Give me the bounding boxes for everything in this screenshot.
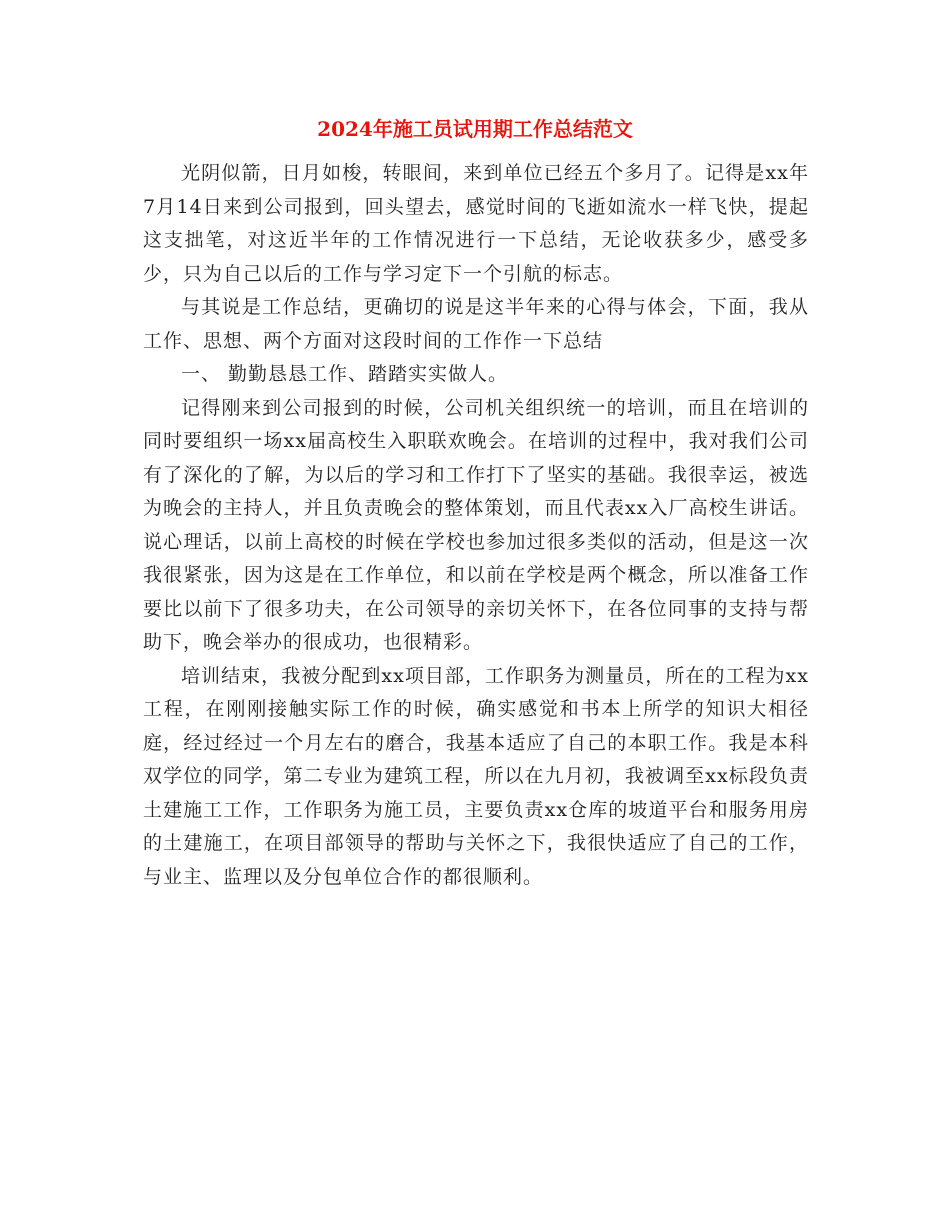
section-heading-1: 一、 勤勤恳恳工作、踏踏实实做人。 bbox=[181, 363, 509, 385]
document-title: 2024年施工员试用期工作总结范文 bbox=[317, 117, 633, 141]
document-body bbox=[143, 157, 809, 894]
paragraph-intro: 光阴似箭，日月如梭，转眼间，来到单位已经五个多月了。记得是xx年7月14日来到公司报到，回头望去，感觉时间的飞逝如流水一样飞快，提起这支拙笔，对这近半年的工作情况进行一下总结，无论收获多少，感受多少，只为自己以后的工作与学习定下一个引航的标志。 bbox=[143, 162, 809, 285]
paragraph-overview: 与其说是工作总结，更确切的说是这半年来的心得与体会，下面，我从工作、思想、两个方面对这段时间的工作作一下总结 bbox=[143, 296, 809, 352]
paragraph-training: 记得刚来到公司报到的时候，公司机关组织统一的培训，而且在培训的同时要组织一场xx届高校生入职联欢晚会。在培训的过程中，我对我们公司有了深化的了解，为以后的学习和工作打下了坚实的基础。我很幸运，被选为晚会的主持人，并且负责晚会的整体策划，而且代表xx入厂高校生讲话。说心理话，以前上高校的时候在学校也参加过很多类似的活动，但是这一次我很紧张，因为这是在工作单位，和以前在学校是两个概念，所以准备工作要比以前下了很多功夫，在公司领导的亲切关怀下，在各位同事的支持与帮助下，晚会举办的很成功，也很精彩。 bbox=[143, 396, 809, 653]
paragraph-assignment: 培训结束，我被分配到xx项目部，工作职务为测量员，所在的工程为xx工程，在刚刚接触实际工作的时候，确实感觉和书本上所学的知识大相径庭，经过经过一个月左右的磨合，我基本适应了自己的本职工作。我是本科双学位的同学，第二专业为建筑工程，所以在九月初，我被调至xx标段负责土建施工工作，工作职务为施工员，主要负责xx仓库的坡道平台和服务用房的土建施工，在项目部领导的帮助与关怀之下，我很快适应了自己的工作，与业主、监理以及分包单位合作的都很顺利。 bbox=[143, 664, 809, 888]
